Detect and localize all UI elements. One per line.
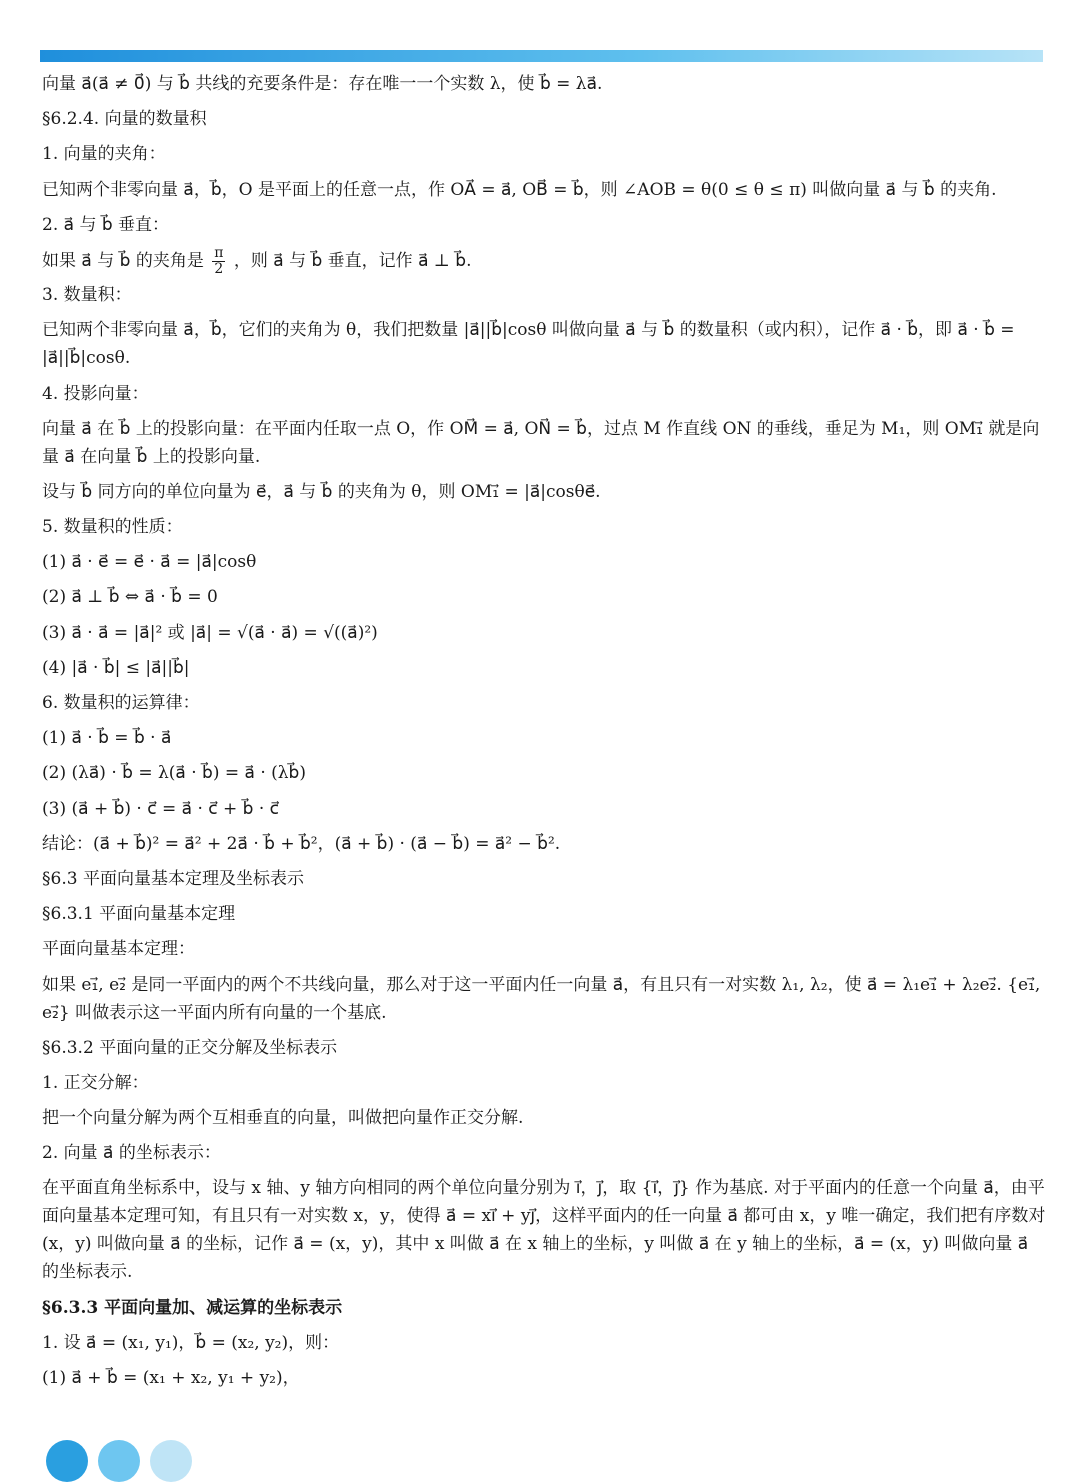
subheading: 平面向量基本定理： bbox=[42, 939, 195, 960]
formula-line: (1) a⃗ · e⃗ = e⃗ · a⃗ = |a⃗|cosθ bbox=[42, 552, 257, 573]
subheading: 3. 数量积： bbox=[42, 285, 132, 306]
section-heading: §6.3 平面向量基本定理及坐标表示 bbox=[42, 868, 304, 889]
section-heading: §6.3.1 平面向量基本定理 bbox=[42, 904, 236, 925]
paragraph: 向量 a⃗ 在 b⃗ 上的投影向量：在平面内任取一点 O，作 OM⃗ = a⃗, ON⃗ = b⃗，过点 M 作直线 ON 的垂线，垂足为 M₁，则 OM₁⃗ 就是向量 a⃗ 在向量 b⃗ 上的投影向量. bbox=[42, 418, 1040, 467]
formula-line: (4) |a⃗ · b⃗| ≤ |a⃗||b⃗| bbox=[42, 657, 190, 678]
text-line: 1. 设 a⃗ = (x₁, y₁)，b⃗ = (x₂, y₂)，则： bbox=[42, 1332, 340, 1353]
perp-suffix: ，则 a⃗ 与 b⃗ 垂直，记作 a⃗ ⊥ b⃗. bbox=[233, 250, 472, 271]
text-line: 向量 a⃗(a⃗ ≠ 0⃗) 与 b⃗ 共线的充要条件是：存在唯一一个实数 λ，使 b⃗ = λa⃗. bbox=[42, 74, 603, 94]
formula-line: (3) a⃗ · a⃗ = |a⃗|² 或 |a⃗| = √(a⃗ · a⃗) = √((a⃗)²) bbox=[42, 622, 378, 643]
conclusion-line: 结论：(a⃗ + b⃗)² = a⃗² + 2a⃗ · b⃗ + b⃗²，(a⃗ + b⃗) · (a⃗ − b⃗) = a⃗² − b⃗². bbox=[42, 833, 561, 854]
formula-line: (2) a⃗ ⊥ b⃗ ⇔ a⃗ · b⃗ = 0 bbox=[42, 587, 218, 608]
header-accent-bar bbox=[40, 50, 1043, 62]
fraction-denominator: 2 bbox=[214, 260, 224, 277]
formula-line: (1) a⃗ + b⃗ = (x₁ + x₂, y₁ + y₂)， bbox=[42, 1368, 300, 1388]
perp-prefix: 如果 a⃗ 与 b⃗ 的夹角是 bbox=[42, 250, 204, 271]
section-heading: §6.2.4. 向量的数量积 bbox=[42, 109, 207, 130]
decor-circle-3 bbox=[150, 1440, 192, 1482]
subheading: 2. a⃗ 与 b⃗ 垂直： bbox=[42, 214, 170, 235]
decor-circle-1 bbox=[46, 1440, 88, 1482]
paragraph: 如果 e₁⃗, e₂⃗ 是同一平面内的两个不共线向量，那么对于这一平面内任一向量 a⃗，有且只有一对实数 λ₁, λ₂，使 a⃗ = λ₁e₁⃗ + λ₂e₂⃗. {e₁⃗, e₂⃗} 叫做表示这一平面内所有向量的一个基底. bbox=[42, 974, 1041, 1023]
paragraph: 在平面直角坐标系中，设与 x 轴、y 轴方向相同的两个单位向量分别为 i⃗，j⃗，取 {i⃗，j⃗} 作为基底. 对于平面内的任意一个向量 a⃗，由平面向量基本定理可知，有且只有一对实数 x，y，使得 a⃗ = xi⃗ + yj⃗，这样平面内的任一向量 a⃗ 都可由 x，y 唯一确定，我们把有序数对 (x，y) 叫做向量 a⃗ 的坐标，记作 a⃗ = (x，y)，其中 x 叫做 a⃗ 在 x 轴上的坐标，y 叫做 a⃗ 在 y 轴上的坐标，a⃗ = (x，y) 叫做向量 a⃗ 的坐标表示. bbox=[42, 1178, 1046, 1283]
formula-line: (3) (a⃗ + b⃗) · c⃗ = a⃗ · c⃗ + b⃗ · c⃗ bbox=[42, 798, 279, 819]
subheading: 1. 正交分解： bbox=[42, 1072, 149, 1093]
paragraph: 已知两个非零向量 a⃗，b⃗，它们的夹角为 θ，我们把数量 |a⃗||b⃗|cosθ 叫做向量 a⃗ 与 b⃗ 的数量积（或内积），记作 a⃗ · b⃗，即 a⃗ · b⃗ = |a⃗||b⃗|cosθ. bbox=[42, 320, 1015, 369]
subheading: 4. 投影向量： bbox=[42, 383, 149, 404]
subheading: 2. 向量 a⃗ 的坐标表示： bbox=[42, 1143, 221, 1164]
section-heading: §6.3.3 平面向量加、减运算的坐标表示 bbox=[42, 1297, 343, 1318]
text-line: 已知两个非零向量 a⃗，b⃗，O 是平面上的任意一点，作 OA⃗ = a⃗, OB⃗ = b⃗，则 ∠AOB = θ(0 ≤ θ ≤ π) 叫做向量 a⃗ 与 b⃗ 的夹角. bbox=[42, 179, 997, 200]
text-line: 设与 b⃗ 同方向的单位向量为 e⃗，a⃗ 与 b⃗ 的夹角为 θ，则 OM₁⃗ = |a⃗|cosθe⃗. bbox=[42, 481, 601, 502]
fraction-numerator: π bbox=[214, 244, 224, 261]
section-heading: §6.3.2 平面向量的正交分解及坐标表示 bbox=[42, 1037, 338, 1058]
fraction-pi-over-2 bbox=[212, 246, 225, 277]
text-line: 把一个向量分解为两个互相垂直的向量，叫做把向量作正交分解. bbox=[42, 1108, 524, 1129]
formula-line: (2) (λa⃗) · b⃗ = λ(a⃗ · b⃗) = a⃗ · (λb⃗) bbox=[42, 763, 306, 784]
formula-line: (1) a⃗ · b⃗ = b⃗ · a⃗ bbox=[42, 728, 172, 749]
subheading: 5. 数量积的性质： bbox=[42, 517, 183, 538]
text-line-perpendicular bbox=[42, 244, 1046, 277]
decor-circle-2 bbox=[98, 1440, 140, 1482]
subheading: 6. 数量积的运算律： bbox=[42, 693, 200, 713]
subheading: 1. 向量的夹角： bbox=[42, 144, 166, 165]
document-body bbox=[42, 70, 1046, 1399]
